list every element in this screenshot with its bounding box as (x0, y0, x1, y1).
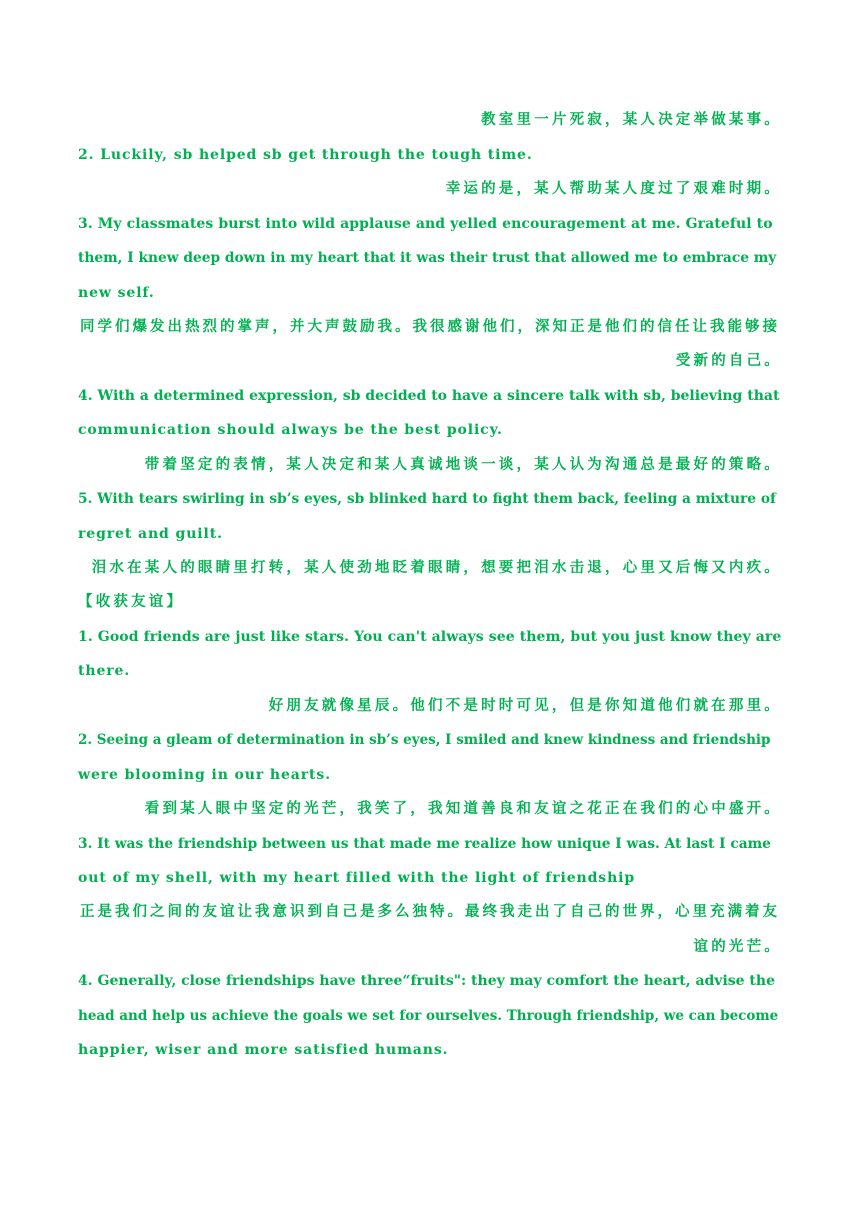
sentence-line: 3. It was the friendship between us that made me realize how unique I was. At last I came (78, 836, 771, 852)
translation-line: 谊的光芒。 (693, 939, 782, 955)
sentence-line: 2. Seeing a gleam of determination in sb’s eyes, I smiled and knew kindness and friendship (78, 732, 771, 748)
translation-line: 泪水在某人的眼睛里打转，某人使劲地眨着眼睛，想要把泪水击退，心里又后悔又内疚。 (91, 560, 782, 576)
sentence-line: regret and guilt. (78, 526, 223, 542)
sentence-line: head and help us achieve the goals we set for ourselves. Through friendship, we can become (78, 1008, 779, 1024)
section-heading: 【收获友谊】 (78, 594, 185, 610)
sentence-line: out of my shell, with my heart filled with the light of friendship (78, 870, 636, 886)
translation-line: 教室里一片死寂，某人决定举做某事。 (481, 112, 782, 128)
translation-line: 幸运的是，某人帮助某人度过了艰难时期。 (445, 181, 782, 197)
sentence-line: 4. Generally, close friendships have three“fruits": they may comfort the heart, advise the (78, 973, 775, 989)
sentence-line: 1. Good friends are just like stars. You can't always see them, but you just know they are (78, 629, 782, 645)
sentence-line: them, I knew deep down in my heart that it was their trust that allowed me to embrace my (78, 250, 777, 266)
sentence-line: communication should always be the best policy. (78, 422, 503, 438)
sentence-line: 3. My classmates burst into wild applause and yelled encouragement at me. Grateful to (78, 216, 773, 232)
sentence-line: were blooming in our hearts. (78, 767, 331, 783)
translation-line: 受新的自己。 (675, 353, 782, 369)
sentence-line: 4. With a determined expression, sb decided to have a sincere talk with sb, believing that (78, 388, 780, 404)
sentence-line: happier, wiser and more satisfied humans. (78, 1042, 449, 1058)
sentence-line: new self. (78, 285, 155, 301)
sentence-line: 5. With tears swirling in sb’s eyes, sb blinked hard to fight them back, feeling a mixture of (78, 491, 776, 507)
sentence-line: 2. Luckily, sb helped sb get through the tough time. (78, 147, 533, 163)
translation-line: 带着坚定的表情，某人决定和某人真诚地谈一谈，某人认为沟通总是最好的策略。 (144, 457, 782, 473)
translation-line: 正是我们之间的友谊让我意识到自己是多么独特。最终我走出了自己的世界，心里充满着友 (80, 904, 780, 920)
translation-line: 同学们爆发出热烈的掌声，并大声鼓励我。我很感谢他们，深知正是他们的信任让我能够接 (80, 319, 780, 335)
translation-line: 看到某人眼中坚定的光芒，我笑了，我知道善良和友谊之花正在我们的心中盛开。 (144, 801, 782, 817)
sentence-line: there. (78, 663, 131, 679)
translation-line: 好朋友就像星辰。他们不是时时可见，但是你知道他们就在那里。 (268, 698, 782, 714)
